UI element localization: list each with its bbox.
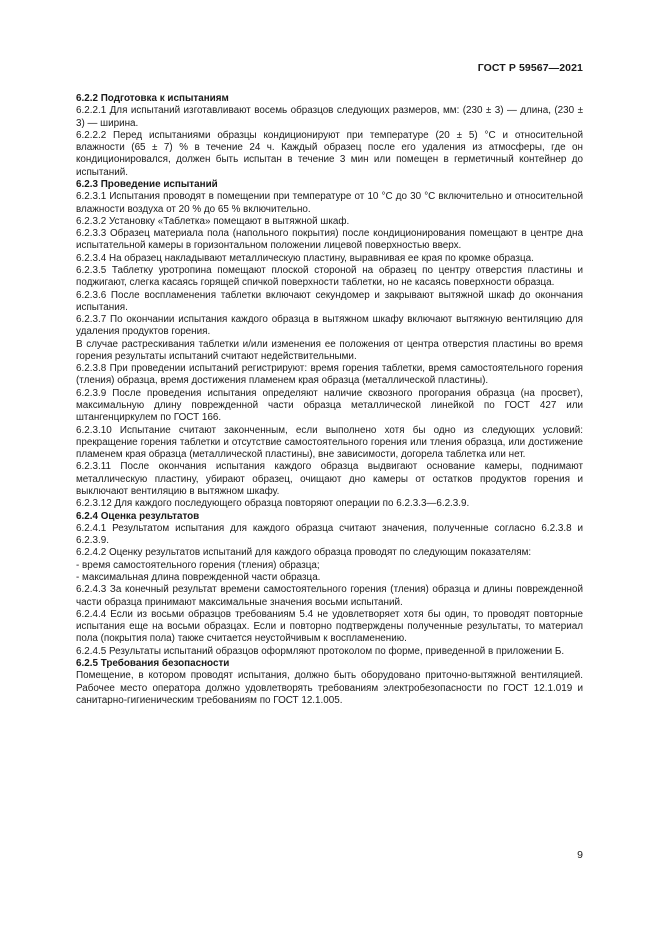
- document-id-header: ГОСТ Р 59567—2021: [477, 62, 583, 74]
- page-number: 9: [577, 849, 583, 861]
- list-item: - время самостоятельного горения (тления) образца;: [76, 559, 320, 571]
- paragraph: 6.2.2.1 Для испытаний изготавливают восемь образцов следующих размеров, мм: (230 ± 3) — длина, (230 ± 3) — ширина.: [76, 105, 583, 129]
- paragraph: В случае растрескивания таблетки и/или изменения ее положения от центра отверстия пластины во время горения результаты испытаний считают недействительными.: [76, 338, 583, 362]
- paragraph: 6.2.3.11 После окончания испытания каждого образца выдвигают основание камеры, поднимают металлическую пластину, убирают образец, очищают дно камеры от остатков продуктов горения и выключают вентиляцию в вытяжном шкафу.: [76, 461, 583, 497]
- paragraph: 6.2.4.4 Если из восьми образцов требованиям 5.4 не удовлетворяет хотя бы один, то проводят повторные испытания еще на восьми образцах. Если и повторно подтверждены полученные результаты, то материал пола (покрытия пола) также считается неустойчивым к воспламенению.: [76, 608, 583, 645]
- paragraph: Помещение, в котором проводят испытания, должно быть оборудовано приточно-вытяжной вентиляцией. Рабочее место оператора должно удовлетворять требованиям электробезопасности по ГОСТ 12.1.019 и санитарно-гигиеническим требованиям по ГОСТ 12.1.005.: [76, 670, 583, 706]
- paragraph: 6.2.3.12 Для каждого последующего образца повторяют операции по 6.2.3.3—6.2.3.9.: [76, 498, 470, 510]
- paragraph: 6.2.3.5 Таблетку уротропина помещают плоской стороной на образец по центру отверстия пластины и поджигают, слегка касаясь горящей спичкой поверхности таблетки, но не касаясь поверхности образца.: [76, 264, 583, 289]
- paragraph: 6.2.4.2 Оценку результатов испытаний для каждого образца проводят по следующим показателям:: [76, 547, 532, 559]
- paragraph: 6.2.3.7 По окончании испытания каждого образца в вытяжном шкафу включают вытяжную вентиляцию для удаления продуктов горения.: [76, 314, 583, 338]
- paragraph: 6.2.3.9 После проведения испытания определяют наличие сквозного прогорания образца (на просвет), максимальную длину поврежденной части образца металлической линейкой по ГОСТ 427 или штангенциркулем по ГОСТ 166.: [76, 387, 583, 424]
- paragraph: 6.2.2.2 Перед испытаниями образцы кондиционируют при температуре (20 ± 5) °С и относительной влажности (65 ± 7) % в течение 24 ч. Каждый образец после его удаления из атмосферы, где он кондиционировался, должен быть испытан в течение 3 мин или помещен в герметичный контейнер до испытаний.: [76, 129, 583, 178]
- paragraph: 6.2.4.3 За конечный результат времени самостоятельного горения (тления) образца и длины поврежденной части образца принимают максимальные значения восьми испытаний.: [76, 584, 583, 608]
- document-body: [76, 93, 583, 707]
- section-heading: 6.2.3 Проведение испытаний: [76, 178, 218, 190]
- paragraph: 6.2.3.2 Установку «Таблетка» помещают в вытяжной шкаф.: [76, 215, 350, 227]
- paragraph: 6.2.4.1 Результатом испытания для каждого образца считают значения, полученные согласно 6.2.3.8 и 6.2.3.9.: [76, 522, 583, 547]
- section-heading: 6.2.2 Подготовка к испытаниям: [76, 93, 229, 104]
- list-item: - максимальная длина поврежденной части образца.: [76, 571, 321, 583]
- paragraph: 6.2.3.4 На образец накладывают металлическую пластину, выравнивая ее края по кромке образца.: [76, 252, 534, 264]
- section-heading: 6.2.5 Требования безопасности: [76, 657, 230, 669]
- paragraph: 6.2.3.1 Испытания проводят в помещении при температуре от 10 °С до 30 °С включительно и относительной влажности воздуха от 20 % до 65 % включительно.: [76, 191, 583, 215]
- paragraph: 6.2.4.5 Результаты испытаний образцов оформляют протоколом по форме, приведенной в приложении Б.: [76, 645, 565, 657]
- section-heading: 6.2.4 Оценка результатов: [76, 510, 200, 522]
- paragraph: 6.2.3.8 При проведении испытаний регистрируют: время горения таблетки, время самостоятельного горения (тления) образца, время достижения пламенем края образца (металлической пластины).: [76, 363, 583, 387]
- paragraph: 6.2.3.10 Испытание считают законченным, если выполнено хотя бы одно из следующих условий: прекращение горения таблетки и отсутствие самостоятельного горения или тления образца, или достижение пламенем края образца (металлической пластины), вне зависимости, догорела таблетка или нет.: [76, 424, 583, 461]
- paragraph: 6.2.3.3 Образец материала пола (напольного покрытия) после кондиционирования помещают в центре дна испытательной камеры в горизонтальном положении лицевой поверхностью вверх.: [76, 228, 583, 252]
- paragraph: 6.2.3.6 После воспламенения таблетки включают секундомер и закрывают вытяжной шкаф до окончания испытания.: [76, 289, 583, 313]
